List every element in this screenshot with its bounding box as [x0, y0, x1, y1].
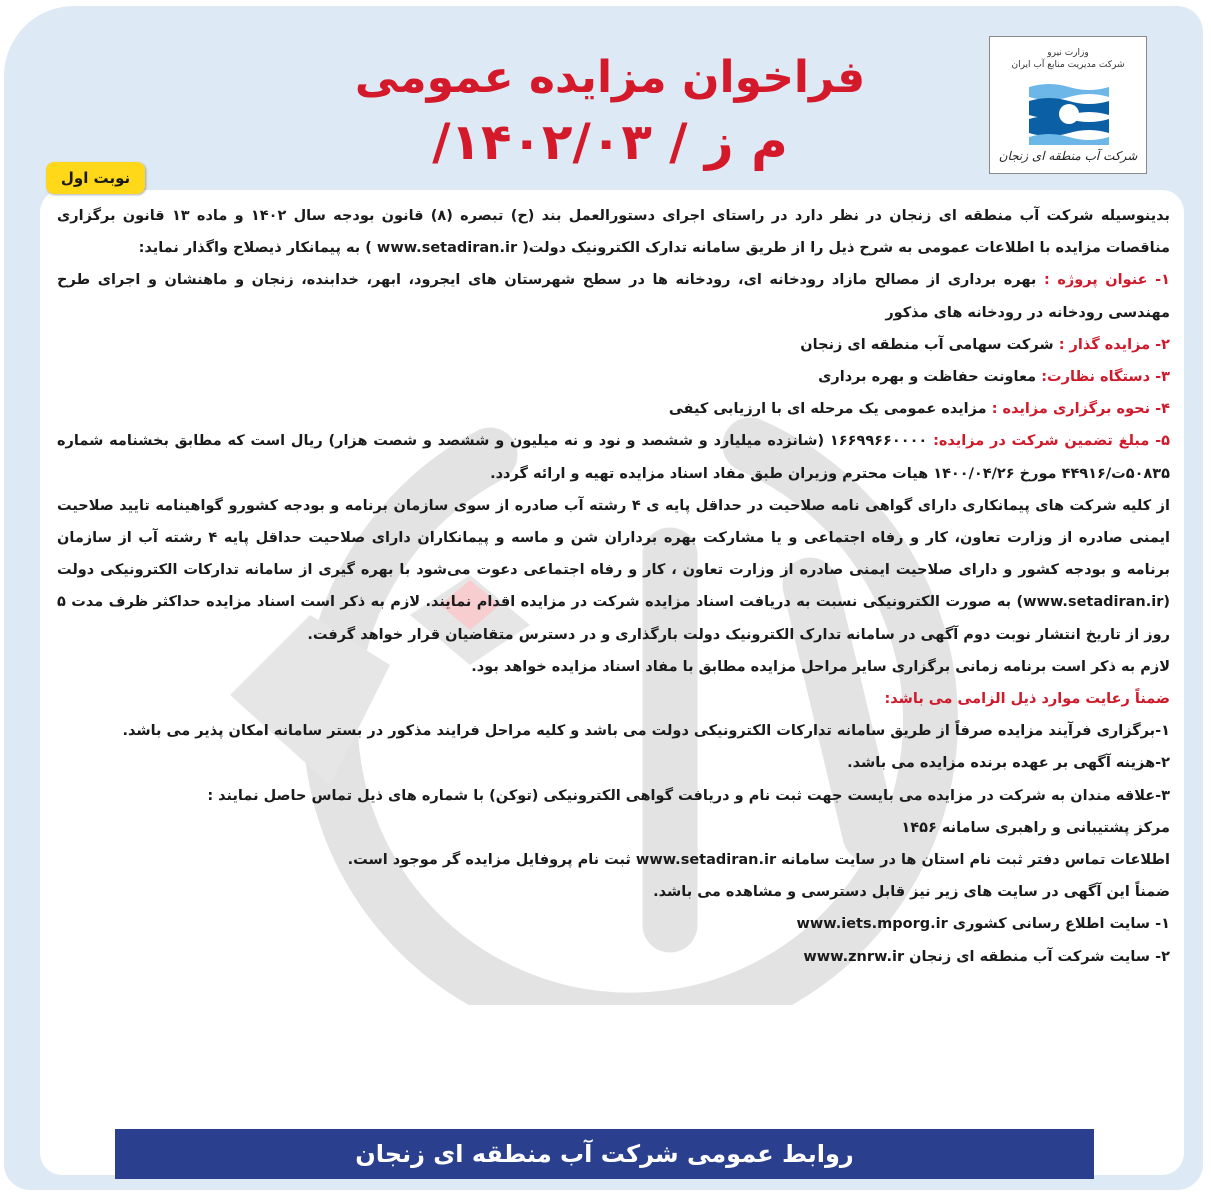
- site-link-2[interactable]: ۲- سایت شرکت آب منطقه ای زنجان www.znrw.ir: [803, 948, 1170, 965]
- page-title: فراخوان مزایده عمومی: [354, 52, 866, 103]
- eligibility-paragraph: از کلیه شرکت های پیمانکاری دارای گواهی نامه صلاحیت در حداقل پایه ی ۴ رشته آب صادره از سوی سازمان برنامه و بودجه کشورو گواهینامه تایید صلاحیت ایمنی صادره از وزارت تعاون، کار و رفاه اجتماعی و یا مشارکت بهره برداران شن و ماسه و پیمانکاران دارای صلاحیت حداقل پایه ۴ رشته آب از سازمان برنامه و بودجه کشور و دارای صلاحیت ایمنی صادره از وزارت تعاون ، کار و رفاه اجتماعی دعوت می‌شود با بهره گیری از سامانه تدارکات الکترونیکی دولت (www.setadiran.ir) به صورت الکترونیکی نسبت به دریافت اسناد مزایده شرکت در مزایده اقدام نمایند. لازم به ذکر است اسناد مزایده حداکثر ظرف مدت ۵ روز از تاریخ انتشار نوبت دوم آگهی در سامانه تدارک الکترونیک دولت بارگذاری و در دسترس متقاضیان قرار خواهد گرفت.: [57, 497, 1170, 643]
- item-supervisor: ۳- دستگاه نظارت: معاونت حفاظت و بهره برداری: [818, 369, 1170, 386]
- note-3: ۳-علاقه مندان به شرکت در مزایده می بایست جهت ثبت نام و دریافت گواهی الکترونیکی (توکن) با شماره های ذیل تماس حاصل نمایند :: [207, 787, 1170, 804]
- round-badge: نوبت اول: [46, 162, 145, 194]
- notes-heading: ضمناً رعایت موارد ذیل الزامی می باشد:: [884, 691, 1170, 708]
- item-auctioneer: ۲- مزایده گذار : شرکت سهامی آب منطقه ای زنجان: [800, 336, 1170, 353]
- intro-paragraph: بدینوسیله شرکت آب منطقه ای زنجان در نظر دارد در راستای اجرای دستورالعمل بند (ح) تبصره (۸) قانون بودجه سال ۱۴۰۲ و ماده ۱۳ قانون برگزاری مناقصات مزایده با اطلاعات عمومی به شرح ذیل را از طریق سامانه تدارک الکترونیک دولت( www.setadiran.ir ) به پیمانکار ذیصلاح واگذار نماید:: [57, 208, 1170, 257]
- item-label: ۱- عنوان پروژه :: [1043, 272, 1170, 289]
- water-wave-icon: [1029, 81, 1109, 145]
- tender-number: م ز / ۱۴۰۲/۰۳/: [432, 113, 788, 171]
- announcement-body: [57, 200, 1170, 973]
- footer-banner: روابط عمومی شرکت آب منطقه ای زنجان: [115, 1129, 1094, 1179]
- also-available: ضمناً این آگهی در سایت های زیر نیز قابل دسترسی و مشاهده می باشد.: [653, 884, 1170, 901]
- header: [0, 0, 1211, 190]
- item-label: ۳- دستگاه نظارت:: [1041, 369, 1170, 386]
- contact-info: اطلاعات تماس دفتر ثبت نام استان ها در سایت سامانه www.setadiran.ir ثبت نام پروفایل مزایده گر موجود است.: [347, 852, 1170, 869]
- schedule-paragraph: لازم به ذکر است برنامه زمانی برگزاری سایر مراحل مزایده مطابق با مفاد اسناد مزایده خواهد بود.: [471, 658, 1170, 675]
- support-center: مرکز پشتیبانی و راهبری سامانه ۱۴۵۶: [901, 819, 1170, 836]
- logo-name: شرکت آب منطقه ای زنجان: [998, 149, 1138, 163]
- item-guarantee: ۵- مبلغ تضمین شرکت در مزایده: ۱۶۶۹۹۶۶۰۰۰۰ (شانزده میلیارد و ششصد و نود و نه میلیون و ششصد و شصت هزار) ریال است که مطابق بخشنامه شماره ۵۰۸۳۵ت/۴۴۹۱۶ مورخ ۱۴۰۰/۰۴/۲۶ هیات محترم وزیران طبق مفاد اسناد مزایده تهیه و ارائه گردد.: [57, 433, 1170, 482]
- item-method: ۴- نحوه برگزاری مزایده : مزایده عمومی یک مرحله ای با ارزیابی کیفی: [668, 401, 1170, 418]
- note-1: ۱-برگزاری فرآیند مزایده صرفاً از طریق سامانه تدارکات الکترونیکی دولت می باشد و کلیه مراحل فرایند مذکور در بستر سامانه امکان پذیر می باشد.: [122, 723, 1170, 740]
- site-link-1[interactable]: ۱- سایت اطلاع رسانی کشوری www.iets.mporg.ir: [796, 916, 1170, 933]
- item-project-title: ۱- عنوان پروژه : بهره برداری از مصالح مازاد رودخانه ای، رودخانه ها در سطح شهرستان های ایجرود، ابهر، خدابنده، زنجان و ماهنشان و اجرای طرح مهندسی رودخانه در رودخانه های مذکور: [57, 272, 1170, 321]
- company-logo: [989, 36, 1147, 174]
- item-label: ۴- نحوه برگزاری مزایده :: [991, 401, 1170, 418]
- logo-ministry: وزارت نیرو شرکت مدیریت منابع آب ایران: [1011, 48, 1125, 70]
- item-label: ۵- مبلغ تضمین شرکت در مزایده:: [933, 433, 1170, 450]
- note-2: ۲-هزینه آگهی بر عهده برنده مزایده می باشد.: [847, 755, 1170, 772]
- announcement-panel: [40, 190, 1184, 1175]
- item-label: ۲- مزایده گذار :: [1058, 336, 1170, 353]
